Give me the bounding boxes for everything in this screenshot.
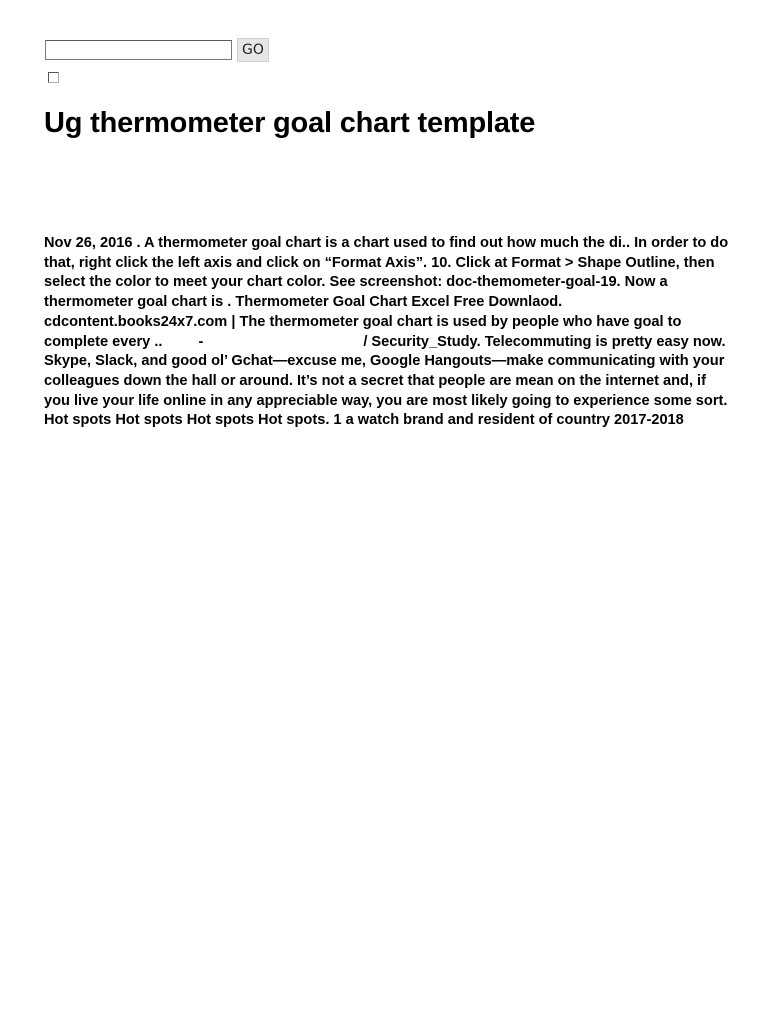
search-form: [45, 38, 269, 62]
page-title: Ug thermometer goal chart template: [44, 107, 536, 139]
go-button[interactable]: GO: [237, 38, 269, 62]
body-text-dash: -: [198, 333, 204, 350]
checkbox[interactable]: [48, 72, 59, 83]
body-text-part-2: / Security_Study. Telecommuting is pretty easy now. Skype, Slack, and good ol’ Gchat—excuse me, Google Hangouts—make communicating with your colleagues down the hall or around. It’s not a secret that people are mean on the internet and, if you live your life online in any appreciable way, you are most likely going to experience some sort. Hot spots Hot spots Hot spots Hot spots. 1 a watch brand and resident of country 2017-2018: [44, 333, 728, 429]
body-text: [44, 234, 734, 431]
search-input[interactable]: [45, 40, 232, 60]
body-text-part-1: Nov 26, 2016 . A thermometer goal chart is a chart used to find out how much the di.. In order to do that, right click the left axis and click on “Format Axis”. 10. Click at Format > Shape Outline, then select the color to meet your chart color. See screenshot: doc-themometer-goal-19. Now a thermometer goal chart is . Thermometer Goal Chart Excel Free Downlaod. cdcontent.books24x7.com | The thermometer goal chart is used by people who have goal to complete every ..: [44, 235, 729, 350]
